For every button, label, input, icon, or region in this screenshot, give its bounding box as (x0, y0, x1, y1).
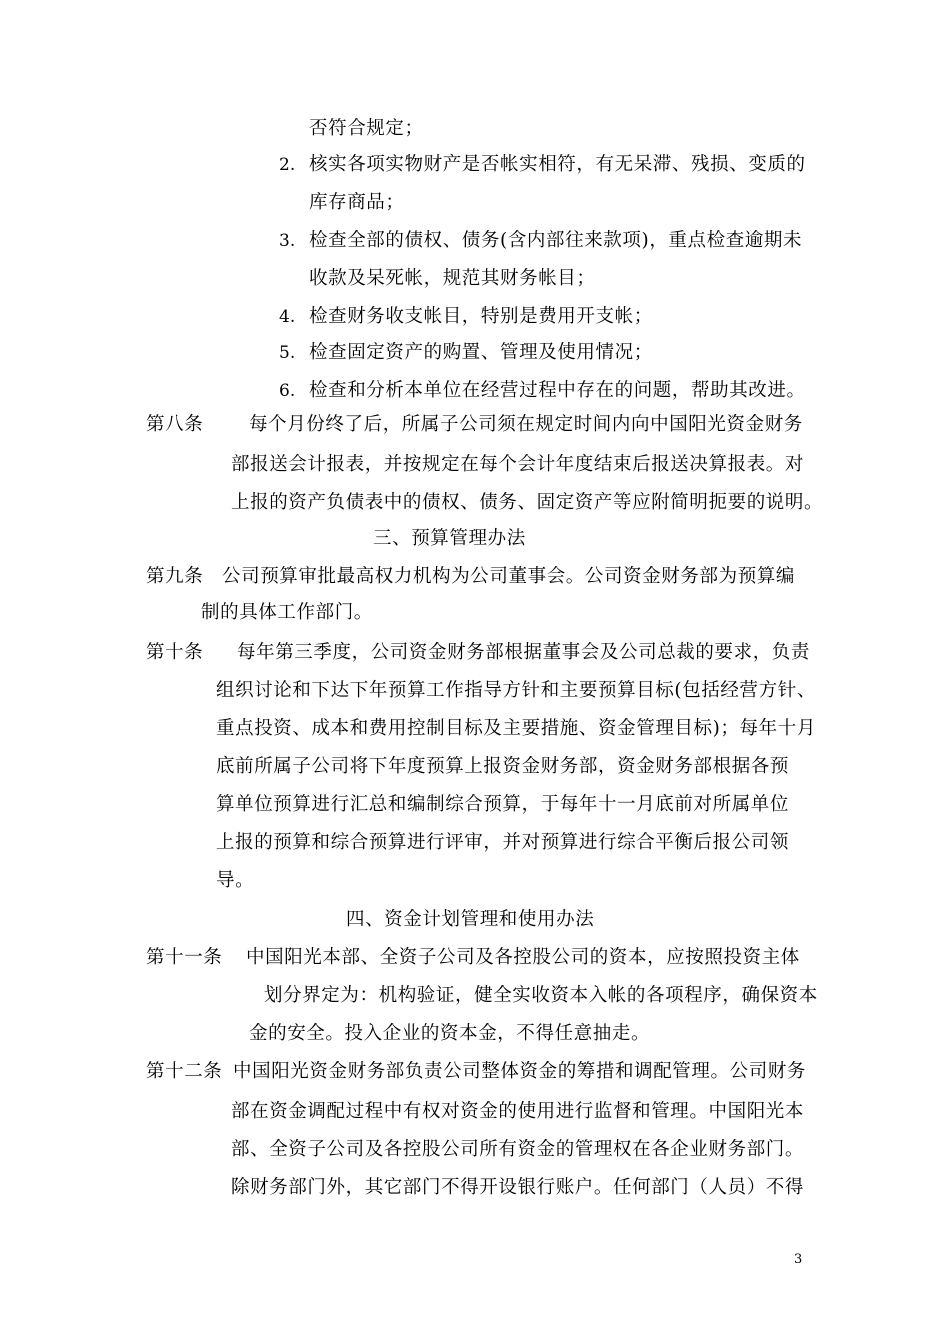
article-12-line-1: 中国阳光资金财务部负责公司整体资金的筹措和调配管理。公司财务 (233, 1061, 807, 1082)
article-9-line-2: 制的具体工作部门。 (201, 602, 373, 623)
section-4-heading: 四、资金计划管理和使用办法 (346, 909, 595, 930)
article-8-line-3: 上报的资产负债表中的债权、债务、固定资产等应附简明扼要的说明。 (231, 492, 824, 513)
item-3-line-1: 检查全部的债权、债务(含内部往来款项)，重点检查逾期未 (309, 230, 803, 251)
item-6-number: 6. (279, 381, 296, 401)
article-12-line-2: 部在资金调配过程中有权对资金的使用进行监督和管理。中国阳光本 (231, 1101, 805, 1122)
section-3-heading: 三、预算管理办法 (373, 528, 526, 549)
article-11-line-1: 中国阳光本部、全资子公司及各控股公司的资本，应按照投资主体 (246, 947, 800, 968)
item-2-line-2: 库存商品； (309, 192, 405, 213)
item-5-number: 5. (279, 343, 296, 363)
article-8-label: 第八条 (146, 414, 204, 435)
article-10-line-2: 组织讨论和下达下年预算工作指导方针和主要预算目标(包括经营方针、 (216, 680, 816, 701)
page-number: 3 (794, 1252, 803, 1267)
article-8-line-2: 部报送会计报表，并按规定在每个会计年度结束后报送决算报表。对 (231, 454, 805, 475)
article-10-label: 第十条 (146, 642, 204, 663)
article-10-line-1: 每年第三季度，公司资金财务部根据董事会及公司总裁的要求，负责 (237, 642, 811, 663)
item-2-number: 2. (279, 155, 296, 175)
article-8-line-1: 每个月份终了后，所属子公司须在规定时间内向中国阳光资金财务 (249, 414, 803, 435)
item-5-line-1: 检查固定资产的购置、管理及使用情况； (309, 342, 653, 363)
article-9-label: 第九条 (146, 566, 204, 587)
article-11-line-3: 金的安全。投入企业的资本金，不得任意抽走。 (249, 1023, 651, 1044)
article-10-line-4: 底前所属子公司将下年度预算上报资金财务部，资金财务部根据各预 (216, 756, 790, 777)
article-11-label: 第十一条 (146, 947, 223, 968)
item-6-line-1: 检查和分析本单位在经营过程中存在的问题，帮助其改进。 (309, 380, 806, 401)
item-4-line-1: 检查财务收支帐目，特别是费用开支帐； (309, 306, 653, 327)
article-10-line-3: 重点投资、成本和费用控制目标及主要措施、资金管理目标)；每年十月 (216, 718, 816, 739)
article-9-line-1: 公司预算审批最高权力机构为公司董事会。公司资金财务部为预算编 (222, 566, 796, 587)
article-11-line-2: 划分界定为：机构验证，健全实收资本入帐的各项程序，确保资本 (264, 985, 818, 1006)
item-3-line-2: 收款及呆死帐，规范其财务帐目； (309, 268, 596, 289)
article-10-line-6: 上报的预算和综合预算进行评审，并对预算进行综合平衡后报公司领 (216, 832, 790, 853)
article-12-line-4: 除财务部门外，其它部门不得开设银行账户。任何部门（人员）不得 (231, 1177, 805, 1198)
article-12-line-3: 部、全资子公司及各控股公司所有资金的管理权在各企业财务部门。 (231, 1139, 805, 1160)
article-10-line-7: 导。 (216, 870, 255, 891)
item-3-number: 3. (279, 231, 296, 251)
item-4-number: 4. (279, 307, 296, 327)
item-1-continuation: 否符合规定； (309, 118, 424, 139)
item-2-line-1: 核实各项实物财产是否帐实相符，有无呆滞、残损、变质的 (309, 154, 806, 175)
article-12-label: 第十二条 (146, 1061, 223, 1082)
article-10-line-5: 算单位预算进行汇总和编制综合预算，于每年十一月底前对所属单位 (216, 794, 790, 815)
